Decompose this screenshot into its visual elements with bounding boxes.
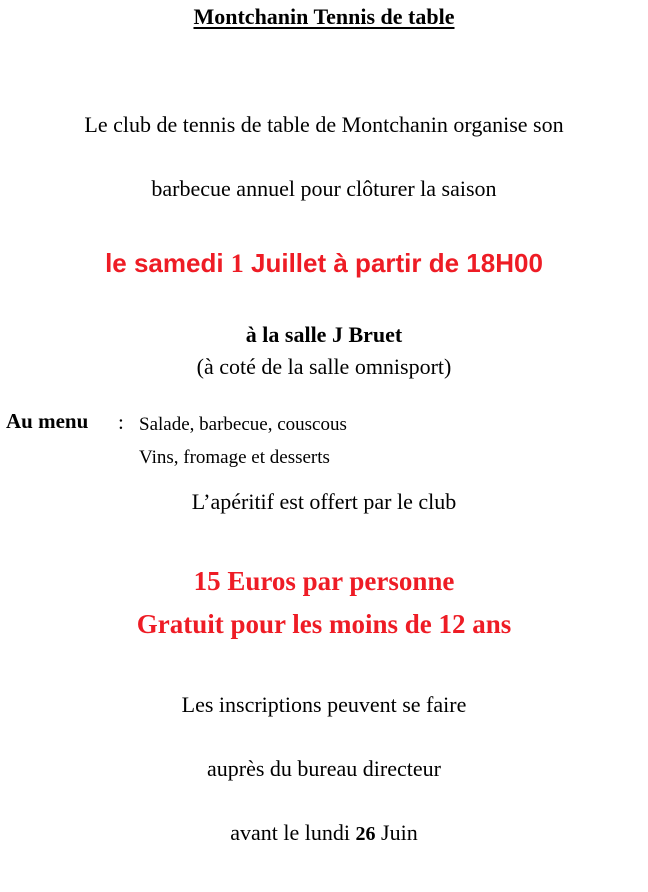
intro-line-2: barbecue annuel pour clôturer la saison [151,176,497,201]
page-title [0,4,648,30]
event-date-before: le samedi [105,248,231,278]
event-date-day: 1 [230,249,244,278]
registration-deadline-after: Juin [375,820,418,845]
menu-item: Salade, barbecue, couscous [139,414,347,435]
menu-colon: : [118,410,124,434]
event-date [0,248,648,279]
intro-line-1: Le club de tennis de table de Montchanin organise son [84,112,564,137]
price-adult: 15 Euros par personne [193,566,455,596]
title-text: Montchanin Tennis de table [193,4,455,29]
venue-note: (à coté de la salle omnisport) [196,354,452,379]
menu-label: Au menu [6,409,89,433]
venue-name: à la salle J Bruet [245,322,403,347]
registration-line-1: Les inscriptions peuvent se faire [181,692,467,717]
registration-line-3 [0,820,648,846]
registration-deadline-day: 26 [355,823,376,845]
aperitif-note: L’apéritif est offert par le club [191,489,457,514]
price-child: Gratuit pour les moins de 12 ans [136,609,512,639]
menu-item: Vins, fromage et desserts [139,447,330,468]
registration-deadline-before: avant le lundi [230,820,356,845]
event-date-after: Juillet à partir de 18H00 [243,248,543,278]
registration-line-2: auprès du bureau directeur [207,756,441,781]
